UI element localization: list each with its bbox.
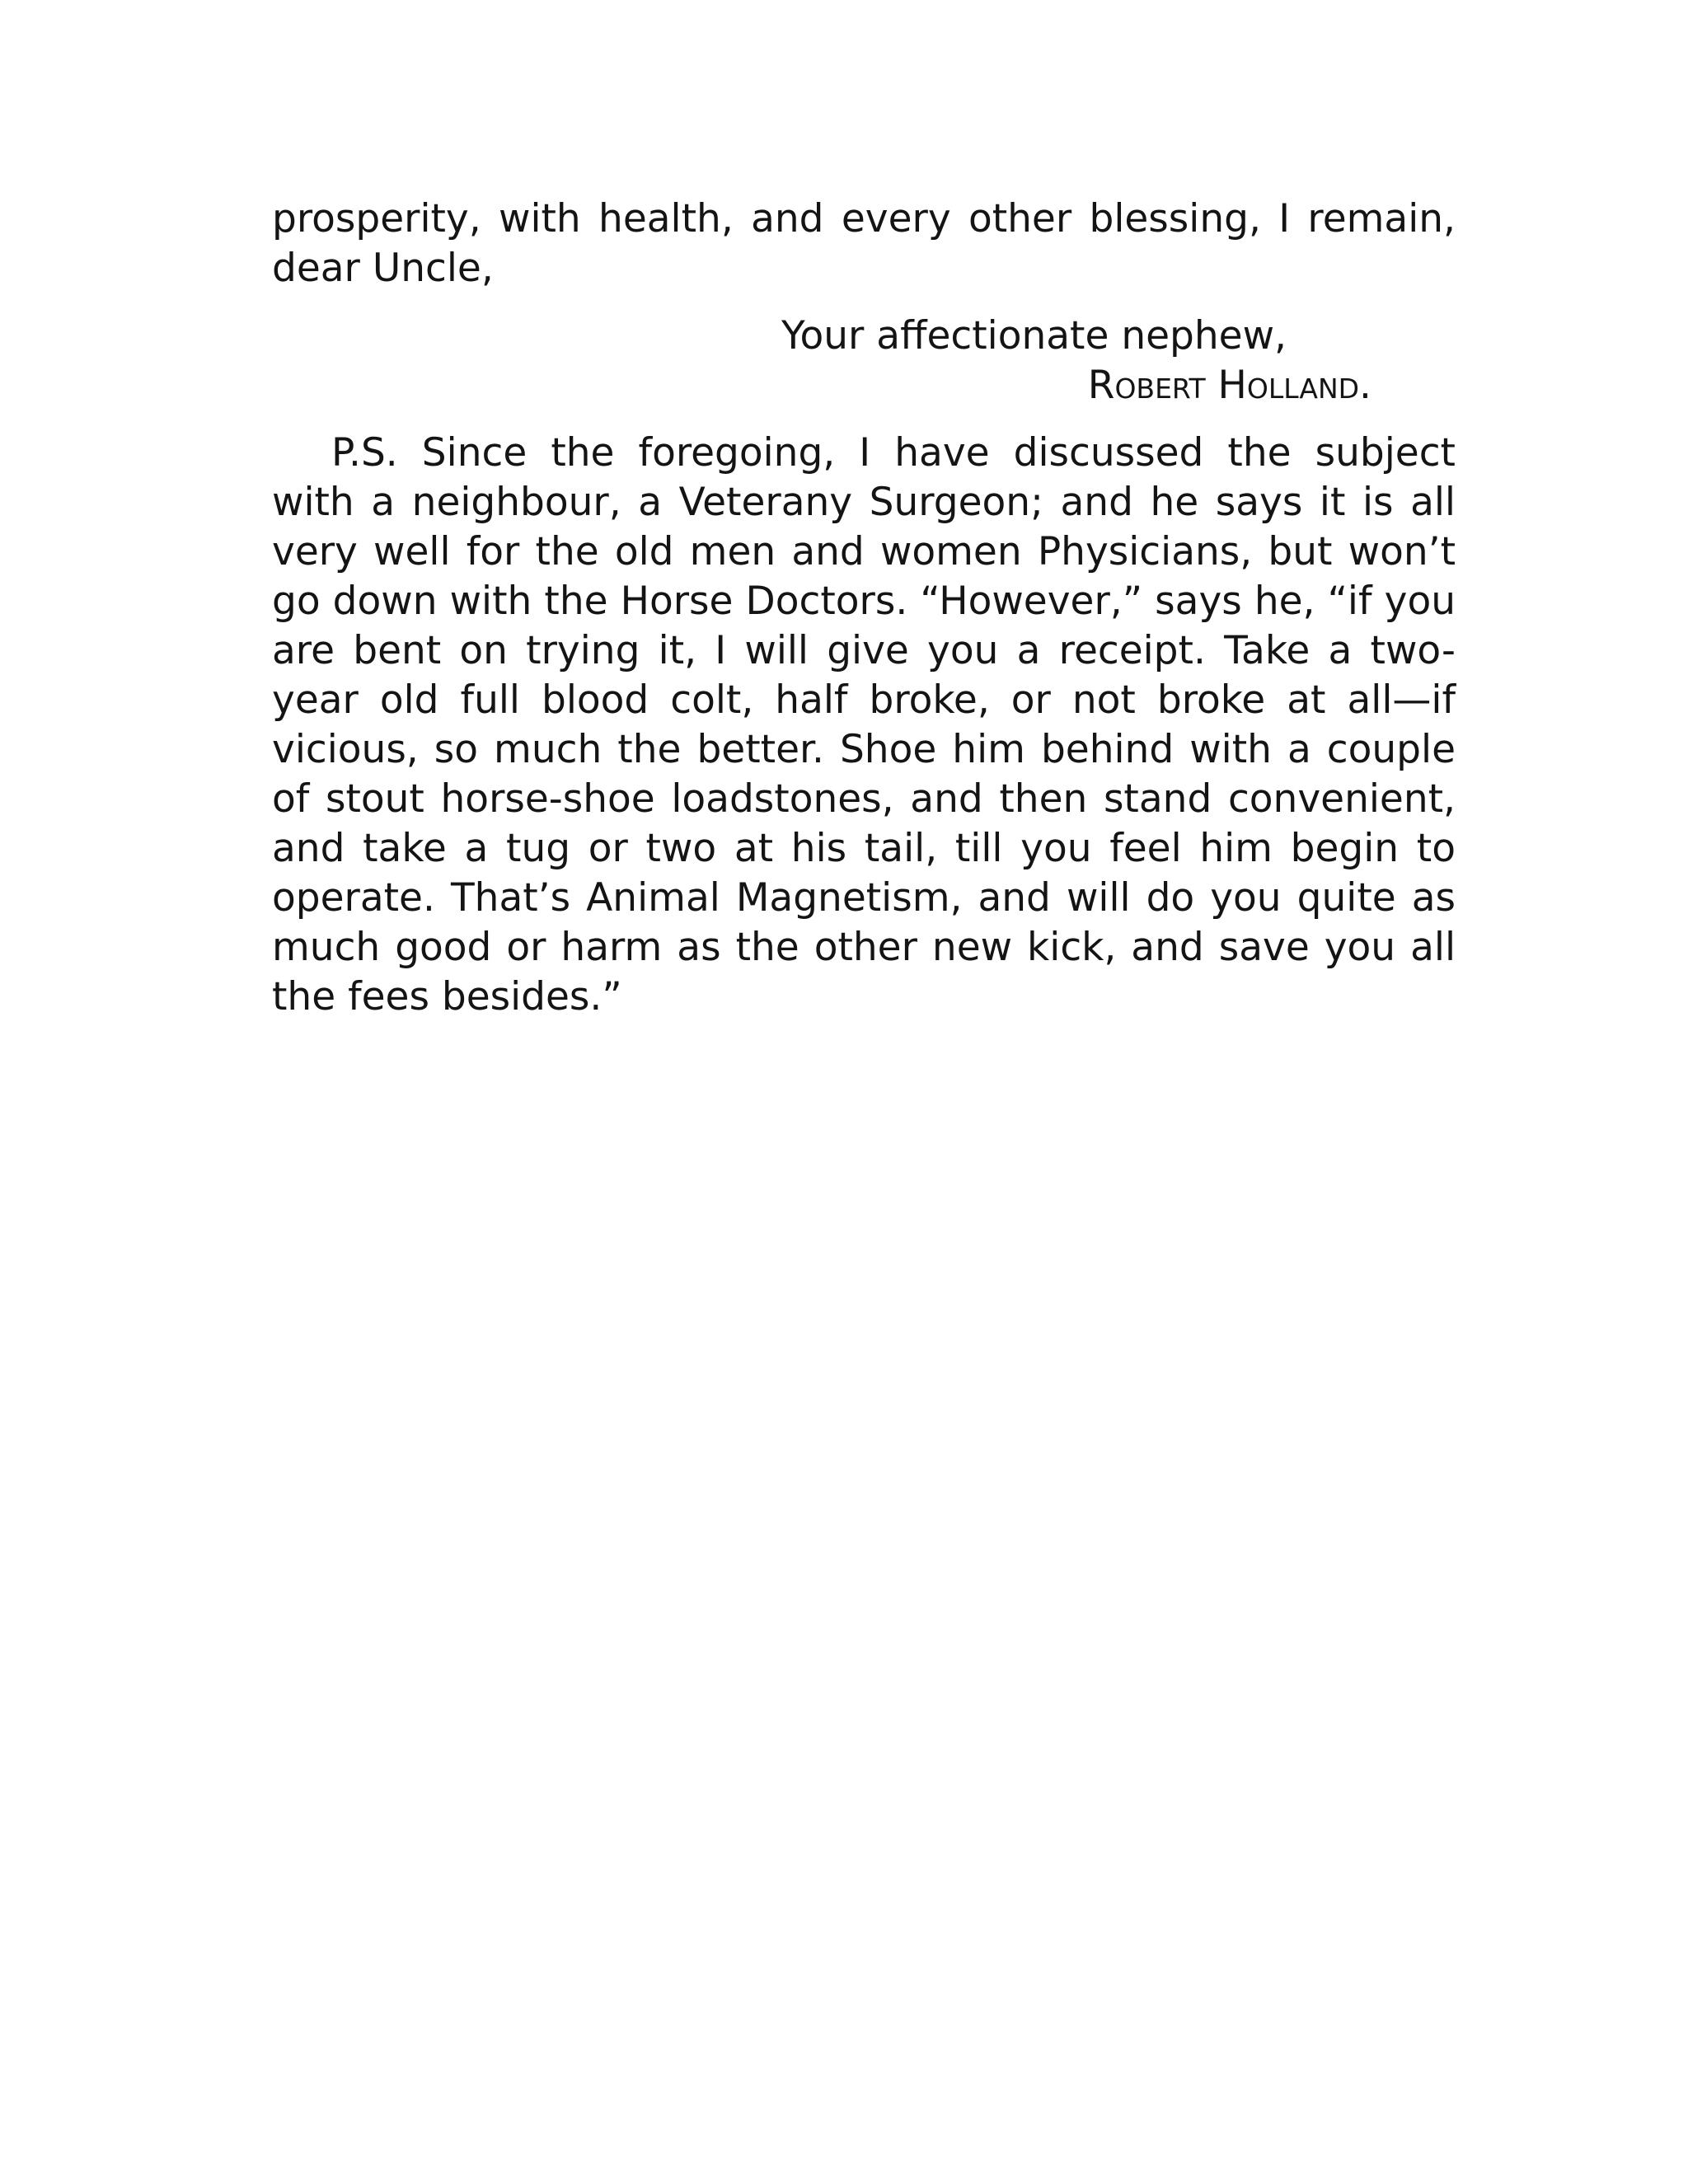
postscript-paragraph: P.S. Since the foregoing, I have discussed the subject with a neighbour, a Veterany Surgeon; and he says it is all very well for the old men and women Physicians, but won’t go down with the Horse Doctors. “However,” says he, “if you are bent on trying it, I will give you a receipt. Take a two-year old full blood colt, half broke, or not broke at all—if vicious, so much the better. Shoe him behind with a couple of stout horse-shoe loadstones, and then stand convenient, and take a tug or two at his tail, till you feel him begin to operate. That’s Animal Magnetism, and will do you quite as much good or harm as the other new kick, and save you all the fees besides.” [272,430,1456,1019]
letter-closing: Your affectionate nephew, [781,313,1287,359]
letter-opening-paragraph: prosperity, with health, and every other blessing, I remain, dear Uncle, [272,196,1456,291]
document-page [272,194,1456,1022]
letter-signature: Robert Holland. [1087,363,1372,408]
